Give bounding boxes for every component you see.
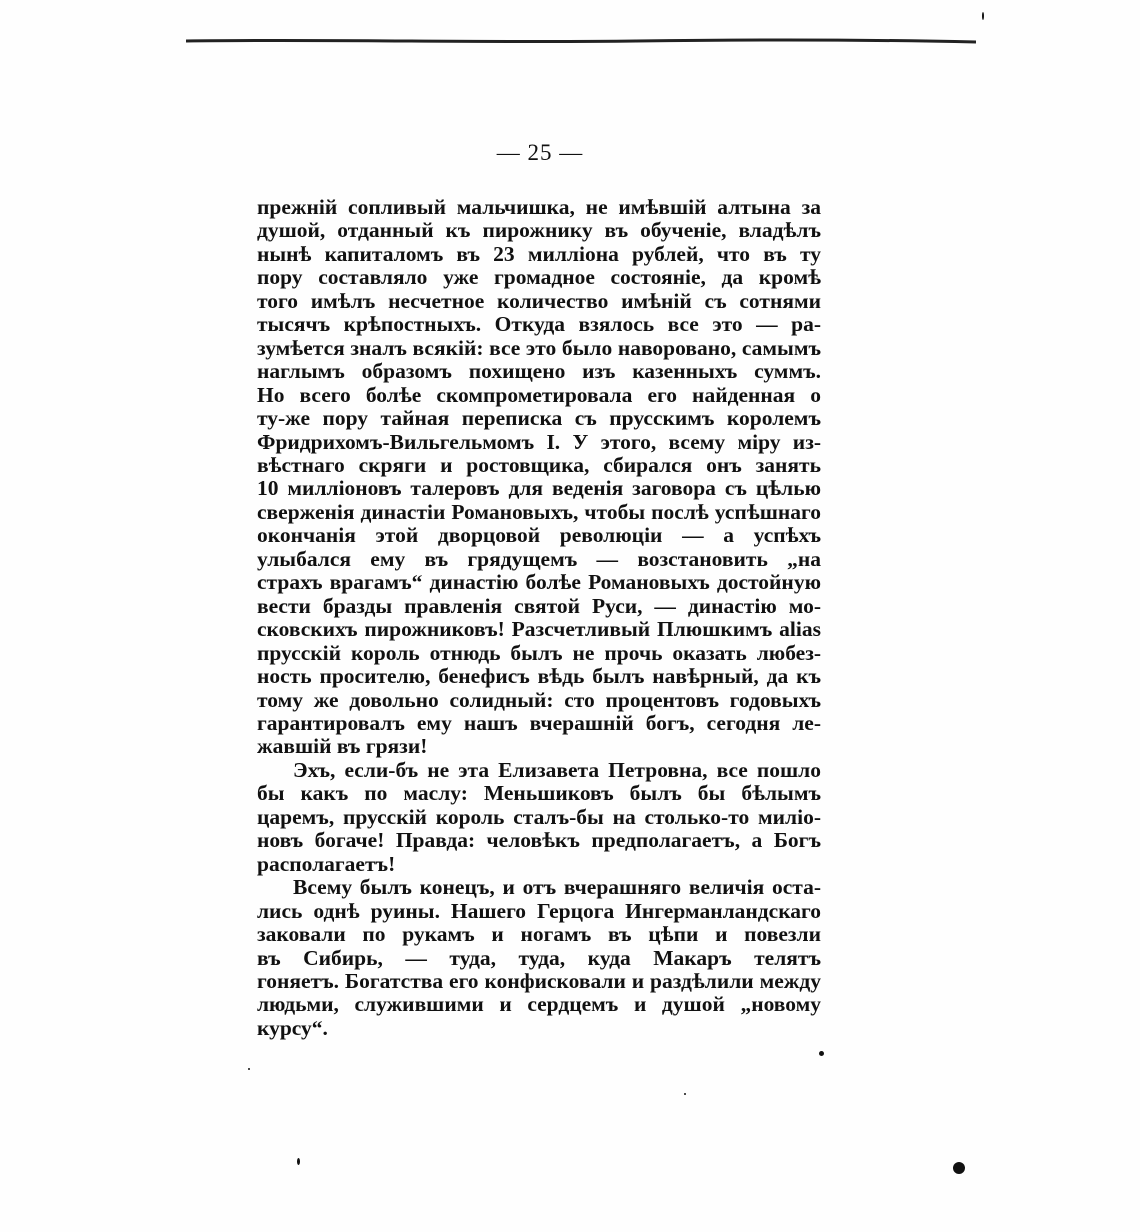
text-line: ту-же пору тайная переписка съ прусскимъ королемъ — [257, 406, 821, 431]
text-line: гоняетъ. Богатства его конфисковали и раздѣлили между — [257, 968, 821, 993]
text-line: наглымъ образомъ похищено изъ казенныхъ суммъ. — [257, 359, 821, 384]
text-line: въ Сибирь, — туда, туда, куда Макаръ телятъ — [257, 945, 821, 970]
text-line: ность просителю, бенефисъ вѣдь былъ навѣрный, да къ — [257, 664, 821, 689]
text-line: прежнiй сопливый мальчишка, не имѣвшiй алтына за — [257, 195, 821, 219]
text-line: того имѣлъ несчетное количество имѣнiй съ сотнями — [257, 288, 821, 313]
text-line: прусскiй король отнюдь былъ не прочь оказать любез- — [257, 640, 821, 665]
text-line: курсу“. — [257, 1015, 328, 1040]
text-line: лись однѣ руины. Нашего Герцога Ингерманландскаго — [257, 898, 821, 923]
text-line: располагаетъ! — [257, 851, 396, 876]
text-line: гарантировалъ ему нашъ вчерашнiй богъ, сегодня ле- — [257, 710, 821, 735]
text-line: душой, отданный къ пирожнику въ обученiе, владѣлъ — [257, 218, 821, 243]
text-line: пору составляло уже громадное состоянiе, да кромѣ — [257, 265, 821, 290]
text-line: страхъ врагамъ“ династiю болѣе Романовыхъ достойную — [257, 570, 821, 595]
body-text — [257, 196, 821, 1040]
text-line: окончанiя этой дворцовой революцiи — а успѣхъ — [257, 523, 821, 548]
text-line: тому же довольно солидный: сто процентовъ годовыхъ — [257, 687, 821, 712]
top-rule — [186, 38, 976, 44]
scan-speck — [982, 12, 984, 20]
text-line: тысячъ крѣпостныхъ. Откуда взялось все это — ра- — [257, 312, 821, 337]
text-line: вести бразды правленiя святой Руси, — династiю мо- — [257, 593, 821, 618]
text-line: сковскихъ пирожниковъ! Разсчетливый Плюшкимъ alias — [257, 617, 821, 642]
text-line: 10 миллiоновъ талеровъ для веденiя заговора съ цѣлью — [257, 476, 821, 501]
page-number: — 25 — — [496, 140, 584, 165]
text-line: людьми, служившими и сердцемъ и душой „новому — [257, 992, 821, 1017]
text-line: бы какъ по маслу: Меньшиковъ былъ бы бѣлымъ — [257, 781, 821, 806]
text-line: Но всего болѣе скомпрометировала его найденная о — [257, 382, 821, 407]
text-line: Эхъ, если-бъ не эта Елизавета Петровна, все пошло — [293, 757, 821, 782]
text-line: нынѣ капиталомъ въ 23 миллiона рублей, что въ ту — [257, 241, 821, 266]
scan-speck — [953, 1162, 965, 1174]
text-line: жавшiй въ грязи! — [257, 734, 428, 759]
scan-speck — [297, 1158, 300, 1165]
text-line: зумѣется зналъ всякiй: все это было наворовано, самымъ — [257, 335, 821, 360]
text-line: сверженiя династiи Романовыхъ, чтобы послѣ успѣшнаго — [257, 499, 821, 524]
scan-speck — [684, 1093, 686, 1095]
text-line: Фридрихомъ-Вильгельмомъ I. У этого, всему мiру из- — [257, 429, 821, 454]
text-line: заковали по рукамъ и ногамъ въ цѣпи и повезли — [257, 922, 821, 947]
text-line: царемъ, прусскiй король сталъ-бы на столько-то милiо- — [257, 804, 821, 829]
scan-speck — [819, 1051, 824, 1056]
scan-speck — [248, 1068, 250, 1070]
text-line: вѣстнаго скряги и ростовщика, сбирался онъ занять — [257, 452, 821, 477]
text-line: новъ богаче! Правда: человѣкъ предполагаетъ, а Богъ — [257, 828, 821, 853]
text-line: Всему былъ конецъ, и отъ вчерашняго величiя оста- — [293, 875, 821, 900]
text-line: улыбался ему въ грядущемъ — возстановить „на — [257, 546, 821, 571]
